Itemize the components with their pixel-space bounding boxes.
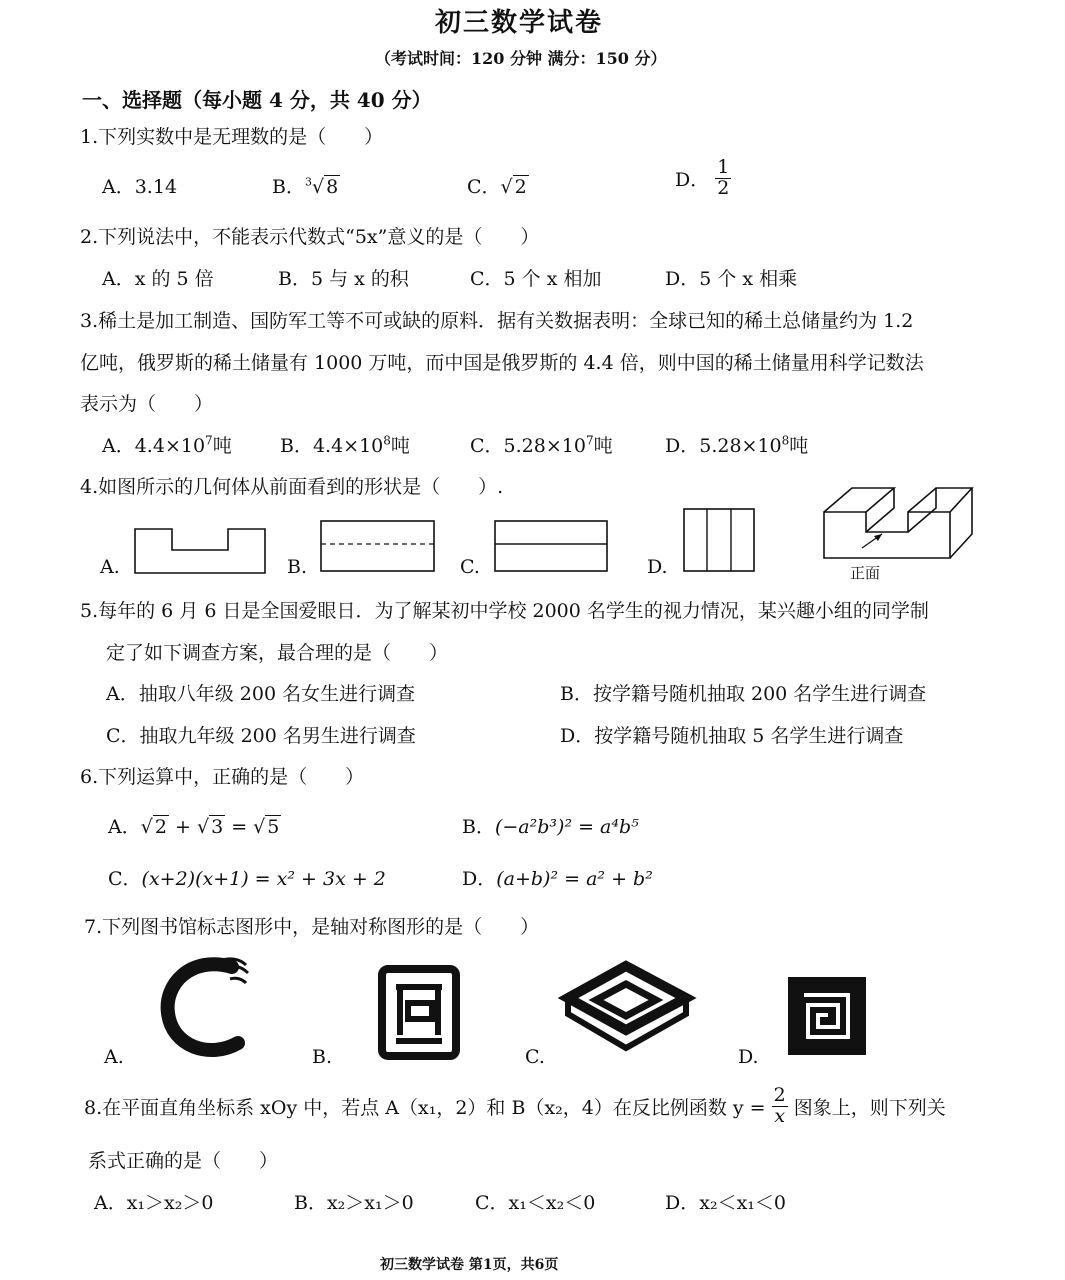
q7-option-a-label: A. [104, 1046, 124, 1068]
q3-c-exponent: 7 [585, 433, 594, 448]
exam-info: （考试时间：120 分钟 满分：150 分） [375, 49, 667, 68]
q7-option-d-label: D. [738, 1046, 759, 1068]
q8-fraction-denominator: x [774, 1104, 786, 1127]
q3-a-exponent: 7 [205, 433, 213, 448]
q3-b-exponent: 8 [383, 433, 391, 448]
q5-option-c: C．抽取九年级 200 名男生进行调查 [106, 725, 416, 747]
q3-b-base: B．4.4×10 [280, 435, 384, 457]
q7-logo-b [378, 965, 460, 1060]
q8-line1-start: 8.在平面直角坐标系 xOy 中，若点 A（x₁，2）和 B（x₂，4）在反比例函数 y = [84, 1096, 766, 1119]
q2-option-a: A．x 的 5 倍 [102, 268, 214, 290]
question-7-stem: 7.下列图书馆标志图形中，是轴对称图形的是（ ） [84, 916, 540, 938]
q1-option-c: C．√ 2 [467, 176, 527, 198]
q1-option-d [675, 158, 731, 199]
q6-a-radicand-2: 3 [211, 816, 224, 838]
q8-line1-end: 图象上，则下列关 [793, 1096, 946, 1119]
q1-option-b: B．$^3$√ 8 [272, 175, 339, 198]
question-6-stem: 6.下列运算中，正确的是（ ） [80, 766, 365, 788]
q7-logo-c [564, 962, 690, 1052]
q4-option-d-label: D. [647, 556, 668, 578]
q6-a-radicand-1: 2 [154, 816, 167, 838]
q1-option-d-label: D． [675, 168, 710, 191]
question-1-stem: 1.下列实数中是无理数的是（ ） [80, 126, 384, 148]
q2-option-b: B．5 与 x 的积 [278, 268, 409, 290]
q1-option-b-label: B． [272, 176, 305, 198]
q5-option-d: D．按学籍号随机抽取 5 名学生进行调查 [560, 725, 904, 747]
q6-option-b [462, 812, 639, 839]
question-3-line1: 3.稀土是加工制造、国防军工等不可或缺的原料．据有关数据表明：全球已知的稀土总储量约为 1.2 [80, 310, 914, 332]
q6-a-plus: + [174, 816, 191, 838]
question-3-line2: 亿吨，俄罗斯的稀土储量有 1000 万吨，而中国是俄罗斯的 4.4 倍，则中国的稀土储量用科学记数法 [80, 352, 924, 374]
q8-option-d: D．x₂＜x₁＜0 [665, 1192, 786, 1214]
q3-option-c [470, 431, 613, 458]
q6-b-expression: (−a²b³)² = a⁴b⁵ [494, 816, 639, 838]
q8-option-a: A．x₁＞x₂＞0 [94, 1192, 214, 1214]
q4-option-c-label: C. [460, 556, 480, 578]
q4-option-a-label: A. [100, 556, 120, 578]
q4-shape-a [134, 528, 266, 574]
question-8-line1 [84, 1086, 946, 1127]
q6-a-radicand-3: 5 [267, 816, 280, 838]
q3-b-unit: 吨 [390, 435, 410, 457]
q7-option-c-label: C. [525, 1046, 545, 1068]
q4-shape-d [683, 508, 755, 572]
q1-option-d-numerator: 1 [717, 156, 730, 178]
q6-a-label: A． [108, 816, 141, 838]
q8-fraction-numerator: 2 [773, 1084, 786, 1106]
q6-option-a: A．√ 2 + √ 3 = √ 5 [108, 816, 280, 838]
q8-option-c: C．x₁＜x₂＜0 [475, 1192, 596, 1214]
q6-option-d [462, 864, 653, 891]
q3-d-base: D．5.28×10 [665, 435, 782, 457]
q4-front-label: 正面 [850, 564, 881, 582]
question-8-line2: 系式正确的是（ ） [88, 1150, 279, 1172]
q1-option-b-radicand: 8 [326, 176, 339, 198]
q3-a-unit: 吨 [212, 435, 232, 457]
q5-option-b: B．按学籍号随机抽取 200 名学生进行调查 [560, 683, 927, 705]
section-heading: 一、选择题（每小题 4 分，共 40 分） [82, 88, 432, 112]
q1-option-a: A．3.14 [102, 176, 178, 198]
q3-d-exponent: 8 [781, 433, 790, 448]
q3-option-d [665, 431, 808, 458]
question-5-line1: 5.每年的 6 月 6 日是全国爱眼日．为了解某初中学校 2000 名学生的视力情况，某兴趣小组的同学制 [80, 600, 929, 622]
q3-d-unit: 吨 [789, 435, 809, 457]
q4-shape-c [494, 520, 608, 572]
q3-a-base: A．4.4×10 [102, 435, 206, 457]
q1-option-c-label: C． [467, 176, 501, 198]
q4-option-b-label: B. [287, 556, 308, 578]
q6-c-expression: (x+2)(x+1) = x² + 3x + 2 [141, 868, 386, 890]
page-title: 初三数学试卷 [435, 8, 604, 38]
q3-option-b [280, 431, 410, 458]
q6-d-label: D． [462, 868, 497, 890]
question-5-line2: 定了如下调查方案，最合理的是（ ） [106, 642, 449, 664]
q1-option-c-radicand: 2 [514, 176, 527, 198]
q3-c-unit: 吨 [593, 435, 613, 457]
q1-option-b-index: 3 [304, 175, 312, 189]
q3-c-base: C．5.28×10 [470, 435, 586, 457]
q7-option-b-label: B. [312, 1046, 333, 1068]
q7-logo-d [786, 975, 868, 1057]
question-4-stem: 4.如图所示的几何体从前面看到的形状是（ ）. [80, 476, 504, 498]
q1-option-d-denominator: 2 [717, 176, 730, 199]
q2-option-c: C．5 个 x 相加 [470, 268, 602, 290]
question-3-line3: 表示为（ ） [80, 393, 214, 415]
q4-solid-figure [822, 482, 974, 566]
q4-shape-b [320, 520, 435, 572]
q2-option-d: D．5 个 x 相乘 [665, 268, 798, 290]
q5-option-a: A．抽取八年级 200 名女生进行调查 [106, 683, 416, 705]
q3-option-a [102, 431, 232, 458]
page-footer: 初三数学试卷 第1页，共6页 [380, 1257, 559, 1273]
q6-option-c [108, 864, 386, 891]
q6-b-label: B． [462, 816, 495, 838]
question-2-stem: 2.下列说法中，不能表示代数式“5x”意义的是（ ） [80, 226, 540, 248]
q6-a-equals: = [231, 816, 248, 838]
q6-c-label: C． [108, 868, 142, 890]
q6-d-expression: (a+b)² = a² + b² [496, 868, 653, 890]
q8-option-b: B．x₂＞x₁＞0 [294, 1192, 414, 1214]
q7-logo-a [160, 955, 250, 1060]
